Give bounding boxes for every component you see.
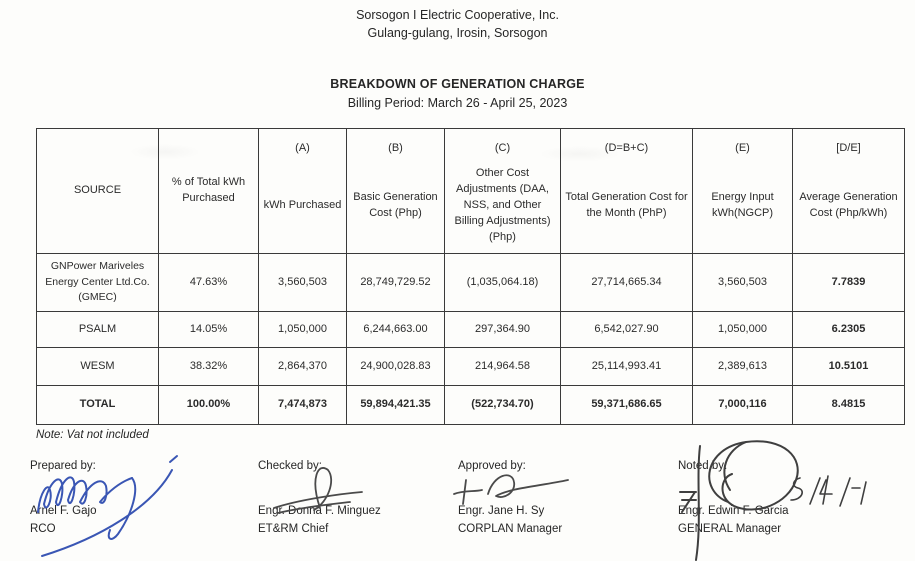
signatory-name: Engr. Donna F. Minguez: [258, 505, 381, 517]
signature-label: Noted by:: [678, 460, 728, 472]
table-cell: GNPower Mariveles Energy Center Ltd.Co. (GMEC): [37, 254, 159, 312]
table-cell: 3,560,503: [259, 254, 347, 312]
table-row-wesm: [37, 348, 905, 386]
table-cell: 59,894,421.35: [347, 386, 445, 425]
signature-label: Approved by:: [458, 460, 526, 472]
table-cell: 100.00%: [159, 386, 259, 425]
billing-period: Billing Period: March 26 - April 25, 2023: [347, 96, 568, 110]
org-address: Gulang-gulang, Irosin, Sorsogon: [367, 26, 548, 40]
table-row-psalm: [37, 312, 905, 348]
signatory-title: CORPLAN Manager: [458, 523, 563, 535]
signature-label: Checked by:: [258, 460, 322, 472]
table-cell: 214,964.58: [445, 348, 561, 386]
generation-charge-table: [36, 128, 905, 425]
table-row-gmec: [37, 254, 905, 312]
signatory-name: Arnel F. Gajo: [30, 505, 97, 517]
table-cell: 27,714,665.34: [561, 254, 693, 312]
table-cell: 2,864,370: [259, 348, 347, 386]
table-cell: 1,050,000: [693, 312, 793, 348]
table-cell: 8.4815: [793, 386, 905, 425]
signatory-name: Engr. Edwin F. Garcia: [678, 505, 789, 517]
table-cell: (1,035,064.18): [445, 254, 561, 312]
signature-ink-garcia: [668, 430, 878, 561]
column-header-avg-gen-cost: [D/E] Average Generation Cost (Php/kWh): [793, 129, 905, 254]
signatory-title: GENERAL Manager: [678, 523, 782, 535]
table-cell: 7,000,116: [693, 386, 793, 425]
signatory-title: ET&RM Chief: [258, 523, 329, 535]
doc-title: BREAKDOWN OF GENERATION CHARGE: [330, 77, 585, 91]
table-cell: 6,244,663.00: [347, 312, 445, 348]
table-cell: 14.05%: [159, 312, 259, 348]
column-header-pct-kwh: % of Total kWh Purchased: [159, 129, 259, 254]
column-header-source: SOURCE: [37, 129, 159, 254]
column-header-other-cost-adj: (C) Other Cost Adjustments (DAA, NSS, and Other Billing Adjustments) (Php): [445, 129, 561, 254]
signatory-name: Engr. Jane H. Sy: [458, 505, 545, 517]
table-header-row: [37, 129, 905, 254]
table-cell: 47.63%: [159, 254, 259, 312]
table-cell: 6,542,027.90: [561, 312, 693, 348]
table-cell: (522,734.70): [445, 386, 561, 425]
column-header-kwh-purchased: (A) kWh Purchased: [259, 129, 347, 254]
table-cell: 1,050,000: [259, 312, 347, 348]
signature-label: Prepared by:: [30, 460, 96, 472]
table-cell: 6.2305: [793, 312, 905, 348]
table-cell: 10.5101: [793, 348, 905, 386]
table-row-total: [37, 386, 905, 425]
table-cell: 7,474,873: [259, 386, 347, 425]
column-header-energy-input: (E) Energy Input kWh(NGCP): [693, 129, 793, 254]
table-cell: 25,114,993.41: [561, 348, 693, 386]
vat-note: Note: Vat not included: [36, 429, 149, 441]
noted-date-scribble: [791, 476, 866, 506]
table-cell: 38.32%: [159, 348, 259, 386]
column-header-total-gen-cost: (D=B+C) Total Generation Cost for the Month (PhP): [561, 129, 693, 254]
table-cell: 28,749,729.52: [347, 254, 445, 312]
table-cell: 7.7839: [793, 254, 905, 312]
table-cell: 2,389,613: [693, 348, 793, 386]
table-cell: PSALM: [37, 312, 159, 348]
column-header-basic-gen-cost: (B) Basic Generation Cost (Php): [347, 129, 445, 254]
table-cell: 59,371,686.65: [561, 386, 693, 425]
table-cell: 3,560,503: [693, 254, 793, 312]
table-cell: TOTAL: [37, 386, 159, 425]
org-name: Sorsogon I Electric Cooperative, Inc.: [356, 8, 559, 22]
table-cell: WESM: [37, 348, 159, 386]
signatory-title: RCO: [30, 523, 56, 535]
table-cell: 24,900,028.83: [347, 348, 445, 386]
table-cell: 297,364.90: [445, 312, 561, 348]
